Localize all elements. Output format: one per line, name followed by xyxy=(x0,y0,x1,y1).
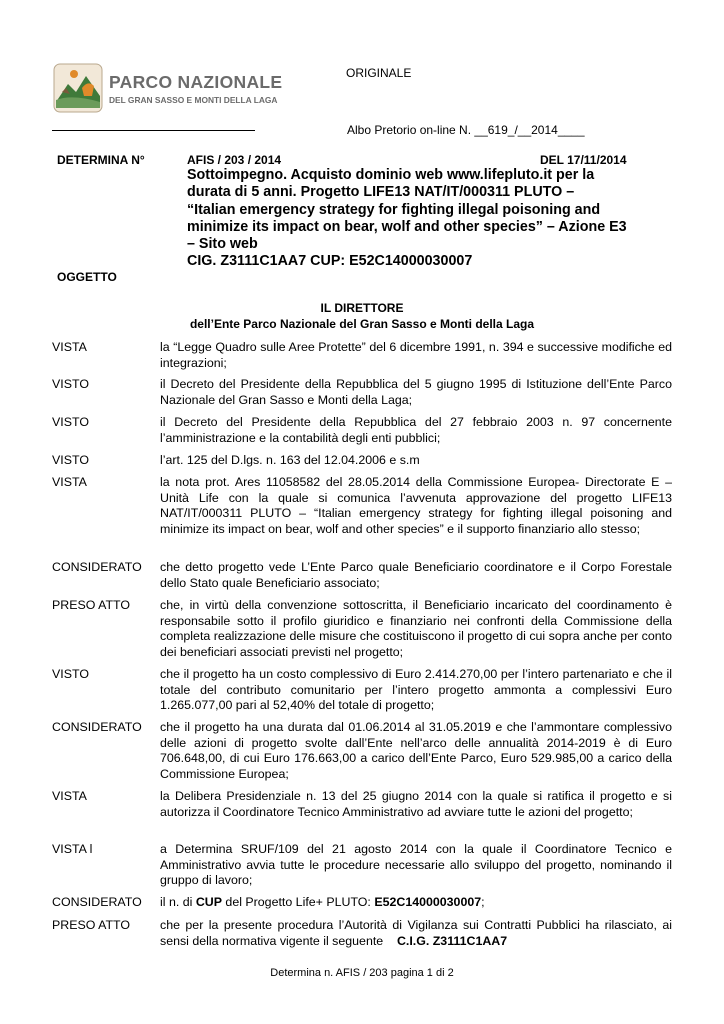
albo-pretorio-number: Albo Pretorio on-line N. __619_/__2014____ xyxy=(347,123,585,137)
determina-date: DEL 17/11/2014 xyxy=(540,153,627,167)
subject-line: CIG. Z3111C1AA7 CUP: E52C14000030007 xyxy=(187,253,473,270)
row-label: VISTA l xyxy=(52,842,93,856)
row-label: CONSIDERATO xyxy=(52,720,142,734)
determina-number: AFIS / 203 / 2014 xyxy=(187,153,282,167)
originale-label: ORIGINALE xyxy=(346,66,412,80)
row-label: VISTO xyxy=(52,377,89,391)
park-emblem-icon xyxy=(52,62,104,114)
row-label: VISTO xyxy=(52,453,89,467)
row-text: la Delibera Presidenziale n. 13 del 25 giugno 2014 con la quale si ratifica il progetto e si autorizza il Coordinatore Tecnico Amministrativo ad avviare tutte le azioni del progetto; xyxy=(160,789,672,819)
cup-prefix-text: il n. di xyxy=(160,895,196,909)
row-text: a Determina SRUF/109 del 21 agosto 2014 con la quale il Coordinatore Tecnico e Amministrativo avvia tutte le procedure necessarie allo sviluppo del progetto, nominando il gruppo di lavoro; xyxy=(160,842,672,888)
subject-line: – Sito web xyxy=(187,236,258,253)
director-subtitle: dell’Ente Parco Nazionale del Gran Sasso e Monti della Laga xyxy=(189,317,535,331)
row-label: CONSIDERATO xyxy=(52,560,142,574)
director-title: IL DIRETTORE xyxy=(320,301,404,315)
header-divider xyxy=(52,130,255,131)
determina-subject xyxy=(187,167,642,271)
row-text: che, in virtù della convenzione sottoscritta, il Beneficiario incaricato del coordinamento è responsabile sotto il profilo giuridico e finanziario nei confronti della Commissione della completa realizzazione delle misure che costituiscono il progetto di cui sopra anche per conto dei beneficiari associati previsti nel progetto; xyxy=(160,598,672,659)
row-label: CONSIDERATO xyxy=(52,895,142,909)
logo-title: PARCO NAZIONALE xyxy=(109,72,283,92)
subject-line: durata di 5 anni. Progetto LIFE13 NAT/IT/000311 PLUTO – xyxy=(187,184,575,201)
subject-line: minimize its impact on bear, wolf and other species” – Azione E3 xyxy=(187,218,627,235)
cig-prefix-text: che per la presente procedura l’Autorità di Vigilanza sui Contratti Pubblici ha rilasciato, ai sensi della normativa vigente il seguente xyxy=(160,918,676,948)
row-text: che il progetto ha un costo complessivo di Euro 2.414.270,00 per l’intero partenariato e che il totale del contributo comunitario per l’intero progetto ammonta a complessivi Euro 1.265.077,00 pari al 52,40% del totale di progetto; xyxy=(160,667,672,713)
oggetto-label: OGGETTO xyxy=(57,270,117,284)
park-logo xyxy=(52,62,283,114)
row-label: VISTA xyxy=(52,789,87,803)
cig-code: C.I.G. Z3111C1AA7 xyxy=(396,933,508,948)
row-text: il Decreto del Presidente della Repubblica del 27 febbraio 2003 n. 97 concernente l’amministrazione e la contabilità degli enti pubblici; xyxy=(160,415,672,445)
row-text xyxy=(160,918,676,949)
subject-line: Sottoimpegno. Acquisto dominio web www.lifepluto.it per la xyxy=(187,167,595,183)
row-text: l’art. 125 del D.lgs. n. 163 del 12.04.2006 e s.m xyxy=(160,453,420,467)
row-label: VISTO xyxy=(52,415,89,429)
row-text: la “Legge Quadro sulle Aree Protette” del 6 dicembre 1991, n. 394 e successive modifiche ed integrazioni; xyxy=(160,340,672,370)
row-text: che il progetto ha una durata dal 01.06.2014 al 31.05.2019 e che l’ammontare complessivo delle azioni di progetto svolte dall’Ente nell’arco delle annualità 2014-2019 è di Euro 706.648,00, di cui Euro 176.663,00 a carico dell’Ente Parco, Euro 529.985,00 a carico della Commissione Europea; xyxy=(160,720,672,781)
row-label: VISTA xyxy=(52,340,87,354)
logo-subtitle: DEL GRAN SASSO E MONTI DELLA LAGA xyxy=(109,95,278,105)
page-footer: Determina n. AFIS / 203 pagina 1 di 2 xyxy=(270,967,454,979)
row-label: PRESO ATTO xyxy=(52,918,131,932)
cup-suffix-text: ; xyxy=(481,895,485,909)
row-label: VISTA xyxy=(52,475,87,489)
row-label: PRESO ATTO xyxy=(52,598,131,612)
cup-code: E52C14000030007 xyxy=(374,895,482,909)
determina-label: DETERMINA N° xyxy=(57,153,145,167)
row-text: che detto progetto vede L’Ente Parco quale Beneficiario coordinatore e il Corpo Forestale dello Stato quale Beneficiario associato; xyxy=(160,560,672,590)
cup-mid-text: del Progetto Life+ PLUTO: xyxy=(221,895,375,909)
row-text xyxy=(160,895,672,911)
cup-label: CUP xyxy=(195,895,222,909)
row-text: la nota prot. Ares 11058582 del 28.05.2014 della Commissione Europea- Directorate E – Unità Life con la quale si comunica l’avvenuta approvazione del progetto LIFE13 NAT/IT/000311 PLUTO – “Italian emergency strategy for fighting illegal poisoning and minimize its impact on bear, wolf and other species” e il supporto finanziario allo stesso; xyxy=(160,475,672,536)
row-label: VISTO xyxy=(52,667,89,681)
subject-line: “Italian emergency strategy for fighting illegal poisoning and xyxy=(187,201,601,218)
row-text: il Decreto del Presidente della Repubblica del 5 giugno 1995 di Istituzione dell’Ente Parco Nazionale del Gran Sasso e Monti della Laga; xyxy=(160,377,672,407)
